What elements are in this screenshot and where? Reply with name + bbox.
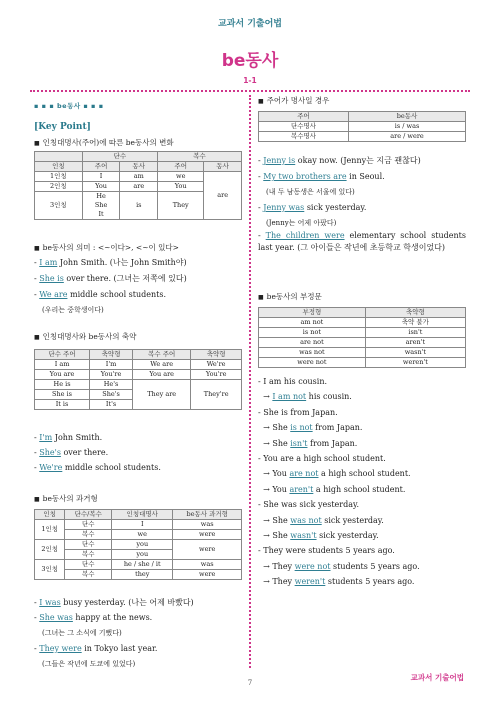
example-line: - Jenny is okay now. (Jenny는 지금 괜찮다) [258, 156, 421, 165]
table-row: 주어 be동사 [259, 112, 466, 122]
column-divider [249, 95, 251, 668]
table-row: 단수 주어 축약형 복수 주어 축약형 [35, 350, 242, 360]
table-row: 2인칭 단수 you were [35, 540, 242, 550]
table-row: are not aren't [259, 338, 466, 348]
table-row: You are You're You are You're [35, 370, 242, 380]
translation-note: (그들은 작년에 도쿄에 있었다) [42, 660, 136, 668]
key-point-heading: [Key Point] [34, 122, 91, 132]
table-row: 복수명사 are / were [259, 132, 466, 142]
table-row: 복수 you [35, 550, 242, 560]
table-row: 1인칭 I am we are [35, 172, 242, 182]
table-row: 1인칭 단수 I was [35, 520, 242, 530]
noun-subject-heading: ■ 주어가 명사일 경우 [258, 96, 330, 105]
example-line: - She was happy at the news. [34, 613, 153, 622]
table-negative [258, 307, 466, 368]
example-line: - The children were elementary school students last year. (그 아이들은 작년에 초등학교 학생이었다) [258, 231, 466, 252]
table-row: 3인칭 He She It is They [35, 192, 242, 220]
translation-note: (내 두 남동생은 서울에 있다) [266, 188, 355, 196]
table-row: It is It's [35, 400, 242, 410]
example-line: → You aren't a high school student. [258, 484, 406, 494]
example-line: - They were in Tokyo last year. [34, 644, 158, 653]
table-row: 인칭 주어 동사 주어 동사 [35, 162, 242, 172]
example-line: - She was sick yesterday. [258, 500, 359, 510]
example-line: → She isn't from Japan. [258, 438, 358, 448]
table-row: I am I'm We are We're [35, 360, 242, 370]
example-line: → She wasn't sick yesterday. [258, 530, 379, 540]
table-row: He is He's They are They're [35, 380, 242, 390]
table-contractions [34, 349, 242, 410]
example-line: - I am his cousin. [258, 377, 328, 386]
example-line: - My two brothers are in Seoul. [258, 172, 385, 181]
example-line: - I'm John Smith. [34, 433, 103, 442]
translation-note: (그녀는 그 소식에 기뻤다) [42, 629, 122, 637]
footer-brand: 교과서 기출어법 [410, 673, 464, 682]
table-row: 단수명사 is / was [259, 122, 466, 132]
example-line: - I am John Smith. (나는 John Smith야) [34, 258, 187, 267]
page-number: 7 [247, 679, 253, 687]
table-row: 단수 복수 [35, 152, 242, 162]
page-title: be동사 [221, 51, 279, 71]
top-divider [30, 90, 470, 92]
example-line: - I was busy yesterday. (나는 어제 바빴다) [34, 598, 194, 607]
table-row: 인칭 단수/복수 인칭대명사 be동사 과거형 [35, 510, 242, 520]
translation-note: (우리는 중학생이다) [42, 306, 104, 314]
table-row: She is She's [35, 390, 242, 400]
table-row: 부정형 축약형 [259, 308, 466, 318]
table-row: 복수 we were [35, 530, 242, 540]
table-noun-subject [258, 111, 466, 142]
example-line: - She is over there. (그녀는 저쪽에 있다) [34, 274, 187, 283]
contraction-heading: ■ 인칭대명사와 be동사의 축약 [34, 332, 137, 341]
table-row: am not 축약 불가 [259, 318, 466, 328]
example-line: → She was not sick yesterday. [258, 515, 384, 525]
example-line: - She is from Japan. [258, 407, 338, 417]
negative-examples [258, 377, 466, 592]
example-line: - We're middle school students. [34, 463, 161, 472]
example-line: → I am not his cousin. [258, 392, 352, 402]
example-line: → You are not a high school student. [258, 469, 411, 479]
past-tense-heading: ■ be동사의 과거형 [34, 494, 98, 503]
example-line: - She's over there. [34, 448, 109, 457]
table-row: were not weren't [259, 358, 466, 368]
table1-heading: ■ 인칭대명사(주어)에 따른 be동사의 변화 [34, 138, 174, 147]
table-row: 3인칭 단수 he / she / it was [35, 560, 242, 570]
table-past-tense [34, 509, 242, 580]
example-line: - Jenny was sick yesterday. [258, 203, 367, 212]
example-line: - We are middle school students. [34, 290, 167, 299]
example-line: → They were not students 5 years ago. [258, 561, 420, 571]
table-row: 2인칭 You are You [35, 182, 242, 192]
meaning-heading: ■ be동사의 의미 : <~이다>, <~이 있다> [34, 243, 179, 252]
table-row: is not isn't [259, 328, 466, 338]
example-line: → She is not from Japan. [258, 423, 363, 433]
page-subtitle: 1-1 [243, 76, 257, 85]
negative-heading: ■ be동사의 부정문 [258, 292, 322, 301]
translation-note: (Jenny는 어제 아팠다) [266, 219, 337, 227]
example-line: → They weren't students 5 years ago. [258, 577, 415, 587]
table-be-verb-by-subject [34, 151, 242, 220]
example-line: - They were students 5 years ago. [258, 546, 395, 556]
table-row: was not wasn't [259, 348, 466, 358]
table-row: 복수 they were [35, 570, 242, 580]
section-bar: ▪ ▪ ▪ be동사 ▪ ▪ ▪ [34, 102, 104, 110]
example-line: - You are a high school student. [258, 453, 386, 463]
brand-header: 교과서 기출어법 [218, 19, 282, 29]
